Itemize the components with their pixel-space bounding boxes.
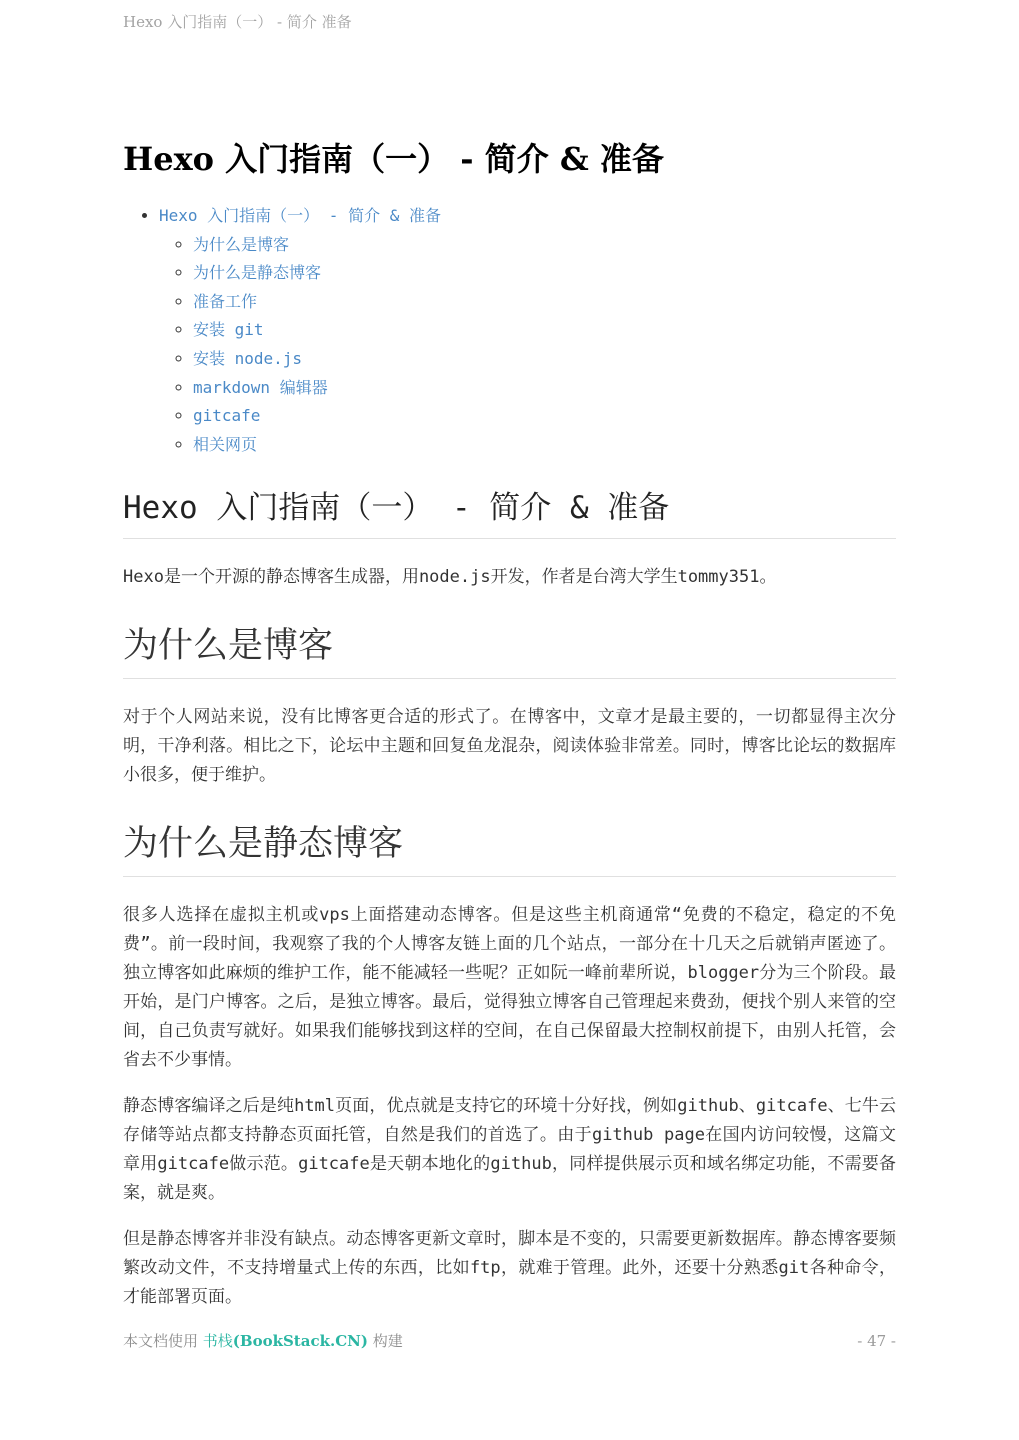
paragraph-why-static-2: 静态博客编译之后是纯html页面，优点就是支持它的环境十分好找，例如github、gitcafe、七牛云存储等站点都支持静态页面托管，自然是我们的首选了。由于github page在国内访问较慢，这篇文章用gitcafe做示范。gitcafe是天朝本地化的github，同样提供展示页和域名绑定功能，不需要备案，就是爽。 <box>123 1096 896 1204</box>
section-heading-intro: Hexo 入门指南（一） - 简介 & 准备 <box>123 489 896 539</box>
toc-link-why-blog[interactable]: 为什么是博客 <box>193 234 290 254</box>
table-of-contents <box>123 202 896 459</box>
toc-link-root[interactable]: Hexo 入门指南（一） - 简介 & 准备 <box>159 206 441 225</box>
toc-link-related-pages[interactable]: 相关网页 <box>193 434 258 454</box>
paragraph-intro: Hexo是一个开源的静态博客生成器，用node.js开发，作者是台湾大学生tommy351。 <box>123 567 777 588</box>
bookstack-link[interactable] <box>203 1332 368 1350</box>
toc-item <box>193 374 896 403</box>
running-header: Hexo 入门指南（一） - 简介 准备 <box>123 13 352 31</box>
paragraph-why-static-3: 但是静态博客并非没有缺点。动态博客更新文章时，脚本是不变的，只需要更新数据库。静态博客要频繁改动文件，不支持增量式上传的东西，比如ftp，就难于管理。此外，还要十分熟悉git各种命令，才能部署页面。 <box>123 1229 896 1308</box>
toc-item <box>193 231 896 260</box>
bookstack-link-cjk: 书栈 <box>202 1332 233 1350</box>
footer-prefix: 本文档使用 <box>123 1332 203 1350</box>
toc-link-install-git[interactable]: 安装 git <box>193 320 264 340</box>
toc-item <box>193 316 896 345</box>
page-title: Hexo 入门指南（一） - 简介 & 准备 <box>123 140 664 178</box>
paragraph-why-static-1: 很多人选择在虚拟主机或vps上面搭建动态博客。但是这些主机商通常“免费的不稳定，稳定的不免费”。前一段时间，我观察了我的个人博客友链上面的几个站点，一部分在十几天之后就销声匿迹了。独立博客如此麻烦的维护工作，能不能减轻一些呢？正如阮一峰前辈所说，blogger分为三个阶段。最开始，是门户博客。之后，是独立博客。最后，觉得独立博客自己管理起来费劲，便找个别人来管的空间，自己负责写就好。如果我们能够找到这样的空间，在自己保留最大控制权前提下，由别人托管，会省去不少事情。 <box>123 905 896 1071</box>
toc-link-preparation[interactable]: 准备工作 <box>193 291 258 311</box>
paragraph-why-blog: 对于个人网站来说，没有比博客更合适的形式了。在博客中，文章才是最主要的，一切都显得主次分明，干净利落。相比之下，论坛中主题和回复鱼龙混杂，阅读体验非常差。同时，博客比论坛的数据库小很多，便于维护。 <box>123 707 896 786</box>
toc-item <box>193 259 896 288</box>
toc-link-install-nodejs[interactable]: 安装 node.js <box>193 348 303 368</box>
toc-sublist <box>159 231 896 460</box>
toc-item <box>193 345 896 374</box>
footer-build-note <box>123 1330 403 1352</box>
toc-link-markdown-editor[interactable]: markdown 编辑器 <box>193 377 328 397</box>
page-number: - 47 - <box>857 1332 896 1350</box>
toc-item <box>193 288 896 317</box>
page-footer <box>123 1330 896 1352</box>
toc-item <box>193 431 896 460</box>
footer-suffix: 构建 <box>367 1332 403 1350</box>
toc-item-root <box>159 202 896 459</box>
section-heading-why-blog: 为什么是博客 <box>123 624 896 679</box>
section-heading-why-static-blog: 为什么是静态博客 <box>123 822 896 877</box>
toc-link-why-static-blog[interactable]: 为什么是静态博客 <box>193 263 322 283</box>
toc-item <box>193 402 896 431</box>
toc-link-gitcafe[interactable]: gitcafe <box>193 406 261 426</box>
bookstack-link-latin: (BookStack.CN) <box>232 1332 368 1350</box>
